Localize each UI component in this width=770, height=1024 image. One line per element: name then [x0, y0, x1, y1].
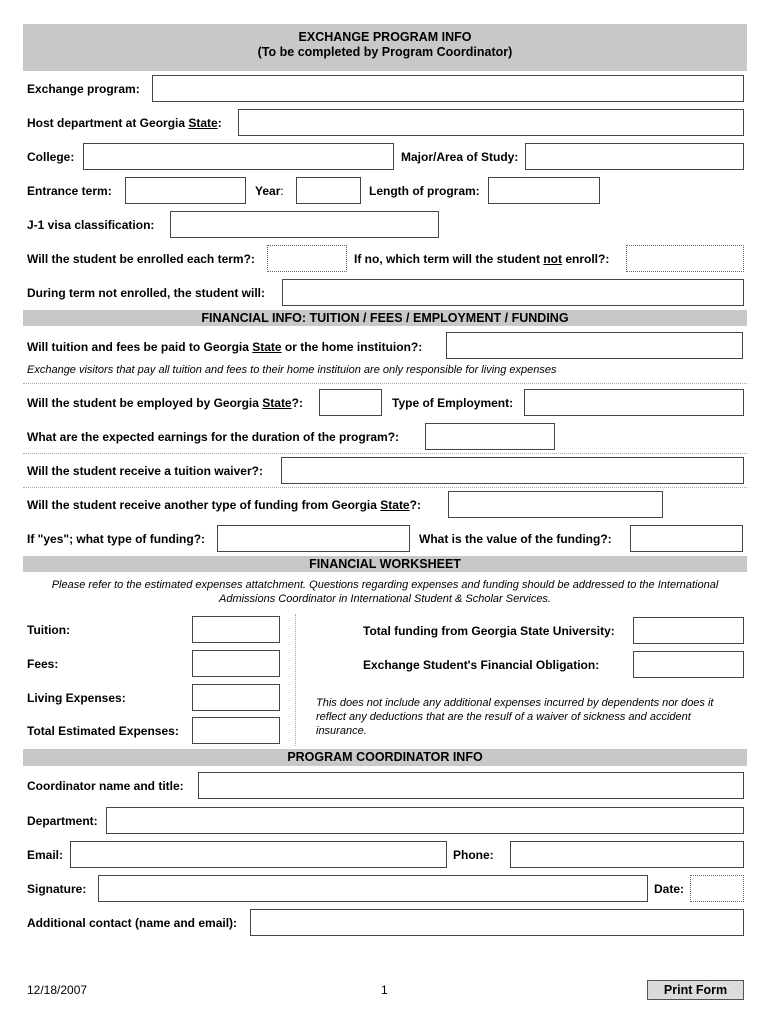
host-department-field[interactable]: [238, 109, 744, 136]
coordinator-name-field[interactable]: [198, 772, 744, 799]
tuition-paid-field[interactable]: [446, 332, 743, 359]
funding-value-label: What is the value of the funding?:: [419, 532, 612, 546]
total-expenses-field[interactable]: [192, 717, 280, 744]
tuition-paid-label: [27, 340, 422, 354]
financial-divider-3: [23, 487, 747, 488]
living-expenses-label: Living Expenses:: [27, 691, 126, 705]
fees-label: Fees:: [27, 657, 59, 671]
footer-date: 12/18/2007: [27, 983, 88, 997]
during-term-field[interactable]: [282, 279, 744, 306]
department-label: Department:: [27, 814, 98, 828]
tuition-paid-label-end: or the home instituion?:: [281, 340, 423, 354]
tuition-paid-label-text: Will tuition and fees be paid to Georgia: [27, 340, 253, 354]
employed-field[interactable]: [319, 389, 382, 416]
tuition-field[interactable]: [192, 616, 280, 643]
total-expenses-label: Total Estimated Expenses:: [27, 724, 179, 738]
enrolled-each-term-field[interactable]: [267, 245, 347, 272]
tuition-label: Tuition:: [27, 623, 71, 637]
employed-label-state: State: [262, 396, 292, 410]
entrance-term-label: Entrance term:: [27, 184, 112, 198]
financial-obligation-field[interactable]: [633, 651, 744, 678]
tuition-waiver-field[interactable]: [281, 457, 744, 484]
department-field[interactable]: [106, 807, 744, 834]
employment-type-label: Type of Employment:: [392, 396, 514, 410]
host-department-label: [27, 116, 222, 130]
college-label: College:: [27, 150, 75, 164]
year-label-text: Year: [255, 184, 281, 198]
worksheet-note: [23, 578, 747, 606]
expected-earnings-label: What are the expected earnings for the duration of the program?:: [27, 430, 400, 444]
year-field[interactable]: [296, 177, 361, 204]
coordinator-info-header: PROGRAM COORDINATOR INFO: [23, 749, 747, 766]
other-funding-field[interactable]: [448, 491, 663, 518]
worksheet-note-line2: Admissions Coordinator in International Student & Scholar Services.: [218, 593, 551, 605]
j1-visa-field[interactable]: [170, 211, 439, 238]
date-label: Date:: [654, 882, 685, 896]
email-field[interactable]: [70, 841, 447, 868]
financial-divider-1: [23, 383, 747, 384]
signature-label: Signature:: [27, 882, 87, 896]
funding-type-label: If "yes"; what type of funding?:: [27, 532, 206, 546]
worksheet-note-line1: Please refer to the estimated expenses attatchment. Questions regarding expenses and funding should be addressed to the International: [51, 579, 719, 591]
financial-info-header: FINANCIAL INFO: TUITION / FEES / EMPLOYMENT / FUNDING: [23, 310, 747, 326]
funding-value-field[interactable]: [630, 525, 743, 552]
living-expenses-field[interactable]: [192, 684, 280, 711]
exchange-visitors-note: Exchange visitors that pay all tuition and fees to their home instituion are only responsible for living expenses: [27, 364, 557, 376]
disclaimer-line3: insurance.: [316, 725, 367, 737]
page-number: 1: [381, 983, 388, 997]
length-of-program-field[interactable]: [488, 177, 600, 204]
not-enroll-label-text: If no, which term will the student: [354, 252, 544, 266]
major-field[interactable]: [525, 143, 744, 170]
other-funding-label-state: State: [380, 498, 410, 512]
additional-contact-field[interactable]: [250, 909, 744, 936]
fees-field[interactable]: [192, 650, 280, 677]
other-funding-label-end: ?:: [409, 498, 421, 512]
gsu-funding-label: Total funding from Georgia State University:: [363, 624, 615, 638]
college-field[interactable]: [83, 143, 394, 170]
not-enroll-label-not: not: [543, 252, 562, 266]
employed-label-text: Will the student be employed by Georgia: [27, 396, 263, 410]
year-label: [255, 184, 284, 198]
date-field[interactable]: [690, 875, 744, 902]
phone-field[interactable]: [510, 841, 744, 868]
major-label: Major/Area of Study:: [401, 150, 519, 164]
host-department-label-text: Host department at Georgia: [27, 116, 189, 130]
worksheet-disclaimer: [316, 696, 713, 738]
not-enroll-label-end: enroll?:: [562, 252, 610, 266]
employed-label: [27, 396, 303, 410]
funding-type-field[interactable]: [217, 525, 410, 552]
tuition-paid-label-state: State: [252, 340, 282, 354]
year-label-colon: :: [280, 184, 284, 198]
host-department-label-state: State: [188, 116, 218, 130]
form-title: EXCHANGE PROGRAM INFO: [298, 30, 472, 44]
enrolled-each-term-label: Will the student be enrolled each term?:: [27, 252, 255, 266]
employment-type-field[interactable]: [524, 389, 744, 416]
gsu-funding-field[interactable]: [633, 617, 744, 644]
signature-field[interactable]: [98, 875, 648, 902]
entrance-term-field[interactable]: [125, 177, 246, 204]
other-funding-label: [27, 498, 421, 512]
disclaimer-line2: reflect any deductions that are the resulf of a waiver of sickness and accident: [316, 711, 691, 723]
tuition-waiver-label: Will the student receive a tuition waiver?:: [27, 464, 263, 478]
exchange-program-label: Exchange program:: [27, 82, 140, 96]
length-of-program-label: Length of program:: [369, 184, 480, 198]
during-term-label: During term not enrolled, the student will:: [27, 286, 266, 300]
form-header: [23, 24, 747, 71]
worksheet-vertical-divider: [295, 614, 296, 746]
expected-earnings-field[interactable]: [425, 423, 555, 450]
email-label: Email:: [27, 848, 64, 862]
other-funding-label-text: Will the student receive another type of funding from Georgia: [27, 498, 381, 512]
not-enroll-term-label: [354, 252, 609, 266]
employed-label-end: ?:: [291, 396, 303, 410]
disclaimer-line1: This does not include any additional expenses incurred by dependents nor does it: [316, 697, 714, 709]
form-subtitle: (To be completed by Program Coordinator): [257, 45, 513, 59]
financial-worksheet-header: FINANCIAL WORKSHEET: [23, 556, 747, 572]
coordinator-name-label: Coordinator name and title:: [27, 779, 184, 793]
financial-obligation-label: Exchange Student's Financial Obligation:: [363, 658, 600, 672]
additional-contact-label: Additional contact (name and email):: [27, 916, 238, 930]
not-enroll-term-field[interactable]: [626, 245, 744, 272]
j1-visa-label: J-1 visa classification:: [27, 218, 155, 232]
host-department-label-colon: :: [217, 116, 222, 130]
financial-divider-2: [23, 453, 747, 454]
exchange-program-field[interactable]: [152, 75, 744, 102]
phone-label: Phone:: [453, 848, 494, 862]
print-form-button[interactable]: Print Form: [647, 980, 744, 1000]
